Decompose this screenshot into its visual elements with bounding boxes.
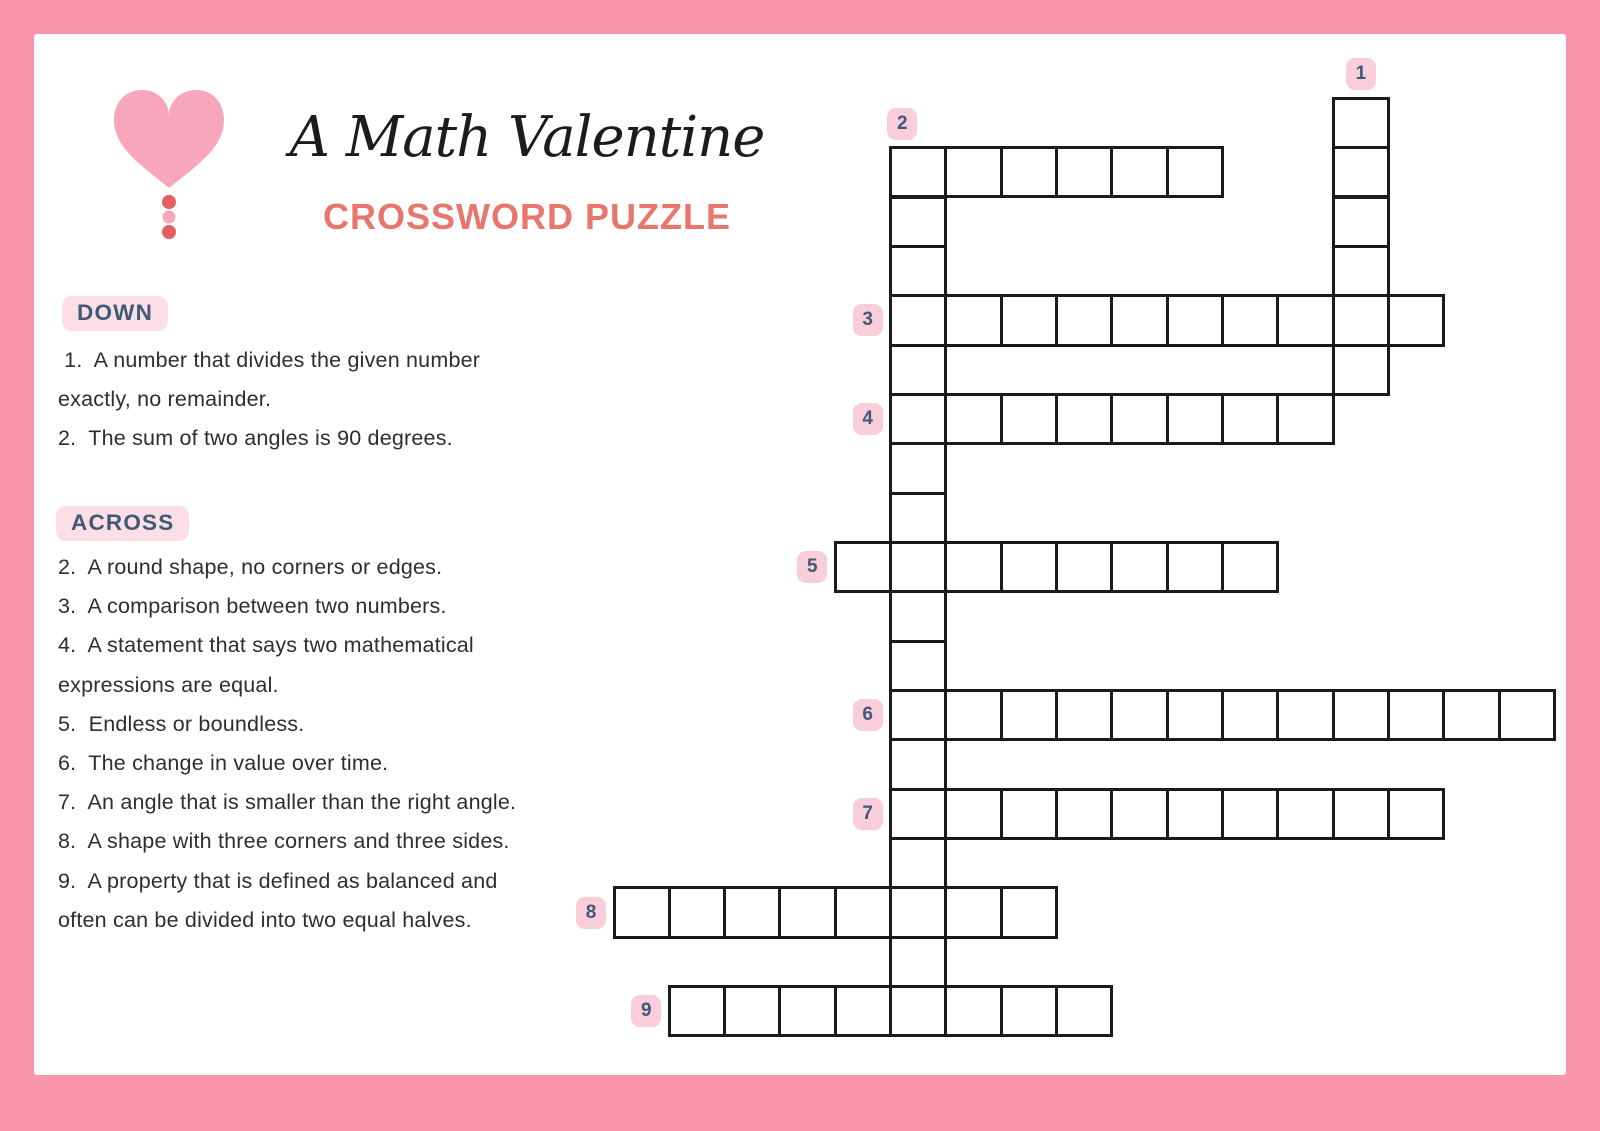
grid-cell-4a-4[interactable]	[1055, 393, 1113, 445]
grid-cell-3a-6[interactable]	[1166, 294, 1224, 346]
grid-cell-9a-6[interactable]	[944, 985, 1002, 1037]
grid-cell-6a-10[interactable]	[1387, 689, 1445, 741]
clue-down-2: 2. The sum of two angles is 90 degrees.	[58, 426, 453, 451]
grid-cell-3a-3[interactable]	[1000, 294, 1058, 346]
grid-cell-3a-7[interactable]	[1221, 294, 1279, 346]
grid-cell-4a-8[interactable]	[1276, 393, 1334, 445]
grid-cell-3a-5[interactable]	[1110, 294, 1168, 346]
clue-number-badge-8-across: 8	[576, 897, 606, 929]
grid-cell-8a-2[interactable]	[668, 886, 726, 938]
grid-cell-8a-8[interactable]	[1000, 886, 1058, 938]
clue-across-6: 6. The change in value over time.	[58, 750, 389, 775]
grid-cell-4a-2[interactable]	[944, 393, 1002, 445]
grid-cell-2a-5[interactable]	[1110, 146, 1168, 198]
grid-cell-3a-8[interactable]	[1276, 294, 1334, 346]
grid-cell-6a-1[interactable]	[889, 689, 947, 741]
across-section-label: ACROSS	[56, 506, 189, 541]
grid-cell-4a-7[interactable]	[1221, 393, 1279, 445]
grid-cell-2d-3[interactable]	[889, 245, 947, 297]
grid-cell-9a-4[interactable]	[834, 985, 892, 1037]
grid-cell-2a-2[interactable]	[944, 146, 1002, 198]
clue-across-9-cont: often can be divided into two equal halves.	[58, 907, 472, 932]
clue-number-badge-5-across: 5	[797, 551, 827, 583]
grid-cell-3a-4[interactable]	[1055, 294, 1113, 346]
grid-cell-6a-5[interactable]	[1110, 689, 1168, 741]
grid-cell-3a-1[interactable]	[889, 294, 947, 346]
grid-cell-6a-12[interactable]	[1498, 689, 1556, 741]
grid-cell-2a-3[interactable]	[1000, 146, 1058, 198]
grid-cell-3a-9[interactable]	[1332, 294, 1390, 346]
grid-cell-7a-4[interactable]	[1055, 788, 1113, 840]
clue-across-9: 9. A property that is defined as balanced and	[58, 868, 498, 893]
clue-number-badge-9-across: 9	[631, 995, 661, 1027]
grid-cell-6a-7[interactable]	[1221, 689, 1279, 741]
grid-cell-2d-8[interactable]	[889, 492, 947, 544]
grid-cell-5a-4[interactable]	[1000, 541, 1058, 593]
clue-number-badge-7-across: 7	[853, 798, 883, 830]
clue-down-1-cont: exactly, no remainder.	[58, 387, 272, 412]
clue-across-3: 3. A comparison between two numbers.	[58, 594, 447, 619]
grid-cell-5a-7[interactable]	[1166, 541, 1224, 593]
grid-cell-3a-2[interactable]	[944, 294, 1002, 346]
grid-cell-7a-7[interactable]	[1221, 788, 1279, 840]
grid-cell-4a-5[interactable]	[1110, 393, 1168, 445]
grid-cell-6a-9[interactable]	[1332, 689, 1390, 741]
grid-cell-3a-10[interactable]	[1387, 294, 1445, 346]
grid-cell-6a-6[interactable]	[1166, 689, 1224, 741]
grid-cell-2a-4[interactable]	[1055, 146, 1113, 198]
down-section-label: DOWN	[62, 296, 168, 331]
grid-cell-8a-1[interactable]	[613, 886, 671, 938]
clue-number-badge-6-across: 6	[853, 699, 883, 731]
grid-cell-2d-17[interactable]	[889, 936, 947, 988]
grid-cell-2d-5[interactable]	[889, 344, 947, 396]
grid-cell-1d-6[interactable]	[1332, 344, 1390, 396]
grid-cell-7a-2[interactable]	[944, 788, 1002, 840]
grid-cell-5a-6[interactable]	[1110, 541, 1168, 593]
grid-cell-4a-3[interactable]	[1000, 393, 1058, 445]
clue-across-4: 4. A statement that says two mathematical	[58, 633, 474, 658]
grid-cell-5a-1[interactable]	[834, 541, 892, 593]
grid-cell-4a-1[interactable]	[889, 393, 947, 445]
grid-cell-1d-3[interactable]	[1332, 196, 1390, 248]
grid-cell-9a-1[interactable]	[668, 985, 726, 1037]
grid-cell-9a-3[interactable]	[778, 985, 836, 1037]
grid-cell-5a-2[interactable]	[889, 541, 947, 593]
grid-cell-8a-5[interactable]	[834, 886, 892, 938]
grid-cell-5a-3[interactable]	[944, 541, 1002, 593]
grid-cell-6a-11[interactable]	[1442, 689, 1500, 741]
page-subtitle: CROSSWORD PUZZLE	[323, 196, 731, 237]
grid-cell-7a-10[interactable]	[1387, 788, 1445, 840]
grid-cell-9a-5[interactable]	[889, 985, 947, 1037]
grid-cell-2d-1[interactable]	[889, 146, 947, 198]
grid-cell-2a-6[interactable]	[1166, 146, 1224, 198]
grid-cell-2d-15[interactable]	[889, 837, 947, 889]
grid-cell-8a-4[interactable]	[778, 886, 836, 938]
grid-cell-7a-6[interactable]	[1166, 788, 1224, 840]
clue-across-4-cont: expressions are equal.	[58, 672, 279, 697]
clue-number-badge-1-down: 1	[1346, 58, 1376, 90]
clue-across-8: 8. A shape with three corners and three sides.	[58, 829, 510, 854]
clue-number-badge-4-across: 4	[853, 403, 883, 435]
grid-cell-9a-8[interactable]	[1055, 985, 1113, 1037]
grid-cell-1d-4[interactable]	[1332, 245, 1390, 297]
grid-cell-7a-5[interactable]	[1110, 788, 1168, 840]
clue-across-7: 7. An angle that is smaller than the right angle.	[58, 790, 517, 815]
grid-cell-6a-4[interactable]	[1055, 689, 1113, 741]
grid-cell-8a-6[interactable]	[889, 886, 947, 938]
grid-cell-8a-3[interactable]	[723, 886, 781, 938]
grid-cell-2d-11[interactable]	[889, 640, 947, 692]
grid-cell-1d-2[interactable]	[1332, 146, 1390, 198]
grid-cell-9a-2[interactable]	[723, 985, 781, 1037]
grid-cell-6a-8[interactable]	[1276, 689, 1334, 741]
page-title: A Math Valentine	[289, 105, 765, 170]
clue-across-5: 5. Endless or boundless.	[58, 711, 305, 736]
grid-cell-1d-1[interactable]	[1332, 97, 1390, 149]
grid-cell-2d-13[interactable]	[889, 738, 947, 790]
grid-cell-2d-2[interactable]	[889, 196, 947, 248]
grid-cell-7a-1[interactable]	[889, 788, 947, 840]
grid-cell-8a-7[interactable]	[944, 886, 1002, 938]
grid-cell-9a-7[interactable]	[1000, 985, 1058, 1037]
clue-down-1: 1. A number that divides the given number	[58, 348, 481, 372]
grid-cell-5a-5[interactable]	[1055, 541, 1113, 593]
clue-number-badge-3-across: 3	[853, 304, 883, 336]
grid-cell-6a-2[interactable]	[944, 689, 1002, 741]
grid-cell-5a-8[interactable]	[1221, 541, 1279, 593]
grid-cell-6a-3[interactable]	[1000, 689, 1058, 741]
grid-cell-7a-9[interactable]	[1332, 788, 1390, 840]
clue-number-badge-2-across: 2	[887, 108, 917, 140]
grid-cell-2d-7[interactable]	[889, 442, 947, 494]
grid-cell-7a-8[interactable]	[1276, 788, 1334, 840]
grid-cell-4a-6[interactable]	[1166, 393, 1224, 445]
clue-across-2: 2. A round shape, no corners or edges.	[58, 555, 443, 579]
grid-cell-7a-3[interactable]	[1000, 788, 1058, 840]
grid-cell-2d-10[interactable]	[889, 590, 947, 642]
